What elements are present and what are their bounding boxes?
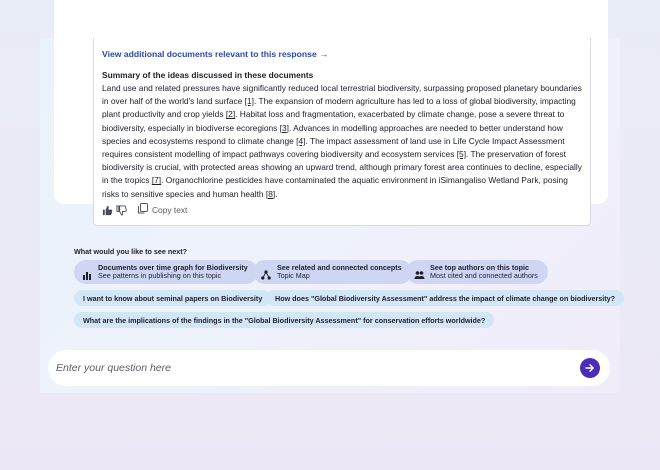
summary-sentence: . The impact assessment of land use in Life Cycle Impact Assessment requires consistent modelling of impact pathways covering biodiversity and ecosystem services [102,135,565,160]
chip-subtitle: Topic Map [277,271,310,280]
suggested-question[interactable]: How does "Global Biodiversity Assessment" address the impact of climate change on biodiversity? [266,290,624,306]
chip-top-authors[interactable] [406,260,548,284]
feedback-controls [102,203,127,214]
citation-link[interactable]: [5] [456,149,467,160]
citation-link[interactable]: [8] [265,188,276,199]
question-input-bar [48,350,610,386]
summary-sentence: . The preservation of forest biodiversity is crucial, with protected areas showing an upward trend, although primary forest area continues to decline, especially in the tropics [102,149,582,186]
thumbs-down-icon[interactable] [116,203,127,214]
summary-sentence: . [275,188,278,199]
summary-text [102,82,582,201]
view-link-label: View additional documents relevant to this response [102,49,317,59]
thumbs-up-icon[interactable] [102,203,113,214]
chip-title: Documents over time graph for Biodiversity [98,262,248,272]
citation-link[interactable]: [7] [151,175,162,186]
chip-subtitle: Most cited and connected authors [430,271,538,280]
chip-documents-over-time[interactable] [74,260,258,284]
citation-link[interactable]: [1] [244,96,254,107]
citation-link[interactable]: [2] [225,109,236,120]
bar-chart-icon [82,267,92,277]
copy-icon [138,203,148,216]
network-icon [261,267,271,277]
question-input[interactable] [56,362,580,374]
arrow-right-icon: → [319,49,329,59]
citation-link[interactable]: [3] [279,122,289,133]
summary-sentence: . Habitat loss and fragmentation, exacerbated by climate change, pose a severe threat to biodiversity, especially in biodiverse ecoregions [102,109,565,133]
people-icon [414,267,424,277]
arrow-right-icon [585,363,595,373]
suggestions-title: What would you like to see next? [74,247,188,256]
chip-title: See top authors on this topic [430,262,530,272]
view-additional-documents-link[interactable] [102,49,328,59]
suggested-question[interactable]: I want to know about seminal papers on Biodiversity [74,290,271,306]
summary-sentence: . Advances in modelling approaches are needed to better understand how species and ecosystems respond to climate change [102,122,563,146]
chip-title: See related and connected concepts [277,262,402,272]
summary-sentence: . Organochlorine pesticides have contaminated the aquatic environment in iSimangaliso Wetland Park, posing risks to sensitive species and human health [102,175,568,199]
copy-text-button[interactable] [138,203,187,216]
summary-sentence: Land use and related pressures have significantly reduced local terrestrial biodiversity, surpassing proposed planetary boundaries in over half of the world's land surface [102,83,582,107]
citation-link[interactable]: [4] [296,135,306,146]
suggested-question[interactable]: What are the implications of the findings in the "Global Biodiversity Assessment" for conservation efforts worldwide? [74,312,494,328]
chip-related-concepts[interactable] [253,260,412,284]
summary-title: Summary of the ideas discussed in these documents [102,70,314,80]
send-button[interactable] [580,358,600,378]
copy-text-label: Copy text [152,204,188,215]
summary-sentence: . The expansion of modern agriculture has led to a loss of global biodiversity, impacting plant productivity and crop yields [102,96,576,120]
chip-subtitle: See patterns in publishing on this topic [98,271,222,280]
